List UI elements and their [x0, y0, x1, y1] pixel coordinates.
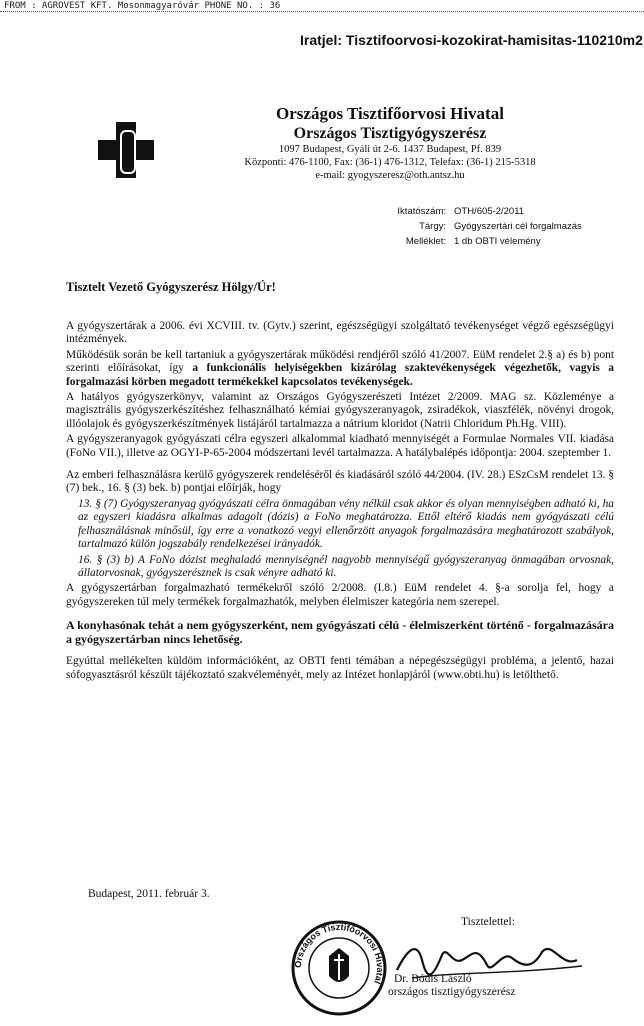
reference-key: Iktatószám: [397, 206, 446, 217]
paragraph: Az emberi felhasználásra kerülő gyógyszerek rendeléséről és kiadásáról szóló 44/2004. (IV. 28.) ESzCsM rendelet 13. § (7) bek., 16. § (3) bek. b) pontjai előírják, hogy [66, 469, 614, 495]
conclusion-paragraph: A konyhasónak tehát a nem gyógyszerként, nem gyógyászati célú - élelmiszerként történő - forgalmazására a gyógyszertárban nincs lehetőség. [66, 618, 614, 647]
signer-title: országos tisztigyógyszerész [388, 986, 516, 998]
official-stamp-icon [284, 918, 394, 1018]
letter-body [66, 320, 614, 691]
pharmacy-cross-logo [98, 122, 154, 178]
signature-block [388, 916, 588, 999]
closing-greeting: Tisztelettel: [461, 916, 515, 928]
subject-row [390, 221, 630, 232]
paragraph: A gyógyszertárak a 2006. évi XCVIII. tv. (Gytv.) szerint, egészségügyi szolgáltató tevékenységet végző egészségügyi intézmények. [66, 320, 614, 346]
letter-date: Budapest, 2011. február 3. [88, 888, 210, 900]
paragraph: A hatályos gyógyszerkönyv, valamint az Országos Gyógyszerészeti Intézet 2/2009. MAG sz. Közleménye a magisztrális gyógyszerkészítéshez felhasználható kémiai gyógyszeranyagok, zsiradékok, viaszfélék, növényi drogok, illóolajok és gyógyszerkészítmények listájáról tartalmazza a nátrium kloridot (Natrii Chloridum Ph.Hg. VIII). [66, 391, 614, 430]
org-name: Országos Tisztifőorvosi Hivatal [276, 104, 504, 123]
subject-value: Gyógyszertári cél forgalmazás [454, 221, 582, 232]
attachment-value: 1 db OBTI vélemény [454, 236, 541, 247]
reference-block [390, 206, 630, 251]
paragraph: A gyógyszeranyagok gyógyászati célra egyszeri alkalommal kiadható mennyiségét a Formulae Normales VII. kiadása (FoNo VII.), illetve az OGYI-P-65-2004 módszertani levél tartalmazza. A hatálybalépés időpontja: 2004. szeptember 1. [66, 433, 614, 459]
fax-header: FROM : AGROVEST KFT. Mosonmagyaróvár PHONE NO. : 36 [0, 0, 644, 12]
org-subname: Országos Tisztigyógyszerész [293, 125, 487, 142]
paragraph: Egyúttal mellékelten küldöm információként, az OBTI fenti témában a népegészségügyi probléma, a jelentő, hazai sófogyasztásról készült tájékoztató szakvéleményét, mely az Intézet honlapjáról (www.obti.hu) is letölthető. [66, 655, 614, 681]
subject-key: Tárgy: [419, 221, 446, 232]
reference-value: OTH/605-2/2011 [454, 206, 525, 217]
attachment-row [390, 236, 630, 247]
phone-line: Központi: 476-1100, Fax: (36-1) 476-1312, Telefax: (36-1) 215-5318 [244, 157, 536, 168]
stamp-ring-text: Országos Tisztifőorvosi Hivatal [292, 921, 386, 986]
quoted-paragraph: 16. § (3) b) A FoNo dózist meghaladó mennyiségnél nagyobb mennyiségű gyógyszeranyag önmagában orvosnak, állatorvosnak, gyógyszerésznek is csak vényre adható ki. [78, 553, 614, 579]
address-line: 1097 Budapest, Gyáli út 2-6. 1437 Budapest, Pf. 839 [278, 144, 502, 155]
quoted-paragraph: 13. § (7) Gyógyszeranyag gyógyászati célra önmagában vény nélkül csak akkor és olyan mennyiségben adható ki, ha az egyszeri kiadásra alkalmas adagolt (dózis) a FoNo meghatározza. Ettől eltérő kiadás nem gyógyászati célú felhasználásnak minősül, így erre a vonatkozó vegyi ellenőrzött anyagok forgalmazására meghatározott szabályok, tartalmazó külön jogszabály rendelkezései irányadók. [78, 497, 614, 551]
reference-row [390, 206, 630, 217]
salutation: Tisztelt Vezető Gyógyszerész Hölgy/Úr! [66, 280, 276, 294]
email-line: e-mail: gyogyszeresz@oth.antsz.hu [315, 170, 465, 181]
paragraph: Működésük során be kell tartaniuk a gyógyszertárak működési rendjéről szóló 41/2007. EüM rendelet 2.§ a) és b) pont szerinti előírásokat, így a funkcionális helyiségekben kizárólag szaktevékenységek végezhetők, vagyis a forgalmazási körben megadott termékekkel kapcsolatos tevékenységek. [66, 348, 615, 388]
letterhead [190, 104, 590, 182]
attachment-key: Melléklet: [405, 236, 446, 247]
document-tag: Iratjel: Tisztifoorvosi-kozokirat-hamisitas-110210m2 [300, 32, 643, 48]
paragraph: A gyógyszertárban forgalmazható termékekről szóló 2/2008. (I.8.) EüM rendelet 4. §-a sorolja fel, hogy a gyógyszereken túl mely termékek forgalmazhatók, melyben élelmiszer kategória nem szerepel. [66, 582, 614, 608]
signer-name: Dr. Bódis László [394, 973, 472, 985]
